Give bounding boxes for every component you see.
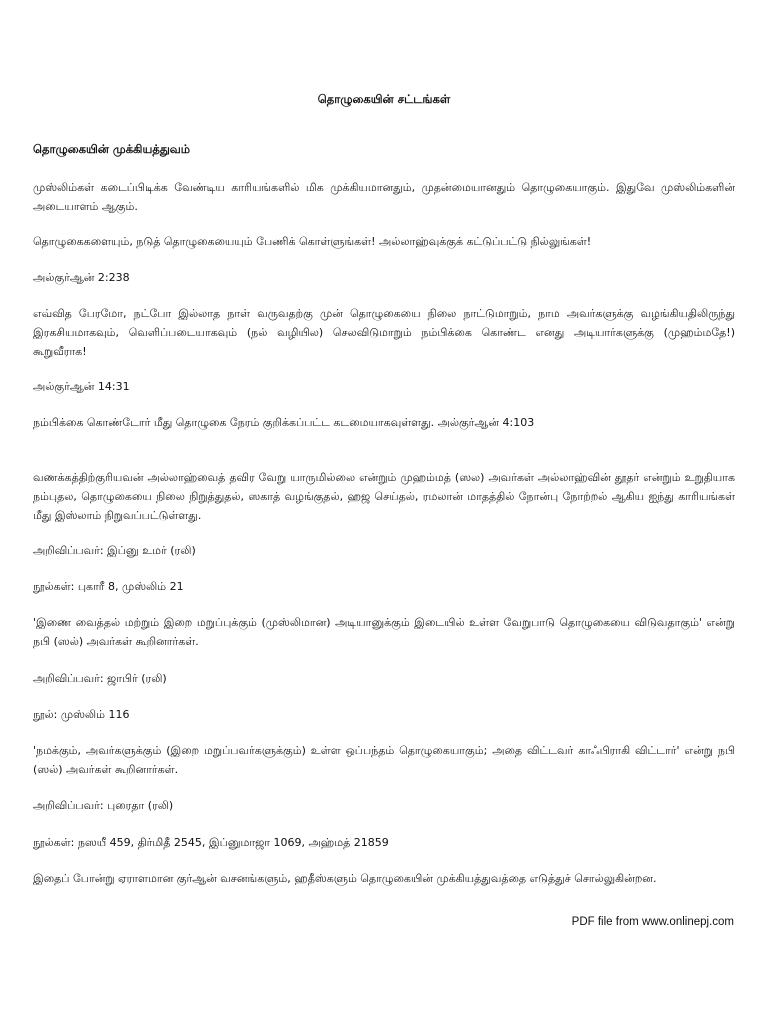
narrator-line-2: அறிவிப்பவர்: ஜாபிர் (ரலி) bbox=[33, 672, 167, 685]
quran-reference: அல்குர்ஆன் 2:238 bbox=[33, 271, 130, 284]
source-line-2: நூல்: முஸ்லிம் 116 bbox=[33, 708, 130, 721]
paragraph-five-pillars: வணக்கத்திற்குரியவன் அல்லாஹ்வைத் தவிர வேறு யாருமில்லை என்றும் முஹம்மத் (ஸல) அவர்கள் அல்லாஹ்வின் தூதர் என்றும் உறுதியாக நம்புதல, தொழுகையை நிலை நிறுத்துதல், ஸகாத் வழங்குதல், ஹஜ செய்தல், ரமலான் மாதத்தில் நோன்பு நோற்றல் ஆகிய ஐந்து காரியங்கள் மீது இஸ்லாம் நிறுவப்பட்டுள்ளது. bbox=[33, 471, 735, 522]
narrator-line-3: அறிவிப்பவர்: புரைதா (ரலி) bbox=[33, 799, 174, 812]
paragraph-prayer-times: நம்பிக்கை கொண்டோர் மீது தொழுகை நேரம் குறிக்கப்பட்ட கடமையாகவுள்ளது. அல்குர்ஆன் 4:103 bbox=[33, 416, 535, 429]
paragraph-quran-verse: தொழுகைகளையும், நடுத் தொழுகையையும் பேணிக் கொள்ளுங்கள்! அல்லாஹ்வுக்குக் கட்டுப்பட்டு நில்லுங்கள்! bbox=[33, 235, 592, 248]
footer-source: PDF file from www.onlinepj.com bbox=[571, 916, 734, 928]
narrator-line: அறிவிப்பவர்: இப்னு உமர் (ரலி) bbox=[33, 544, 196, 557]
paragraph-quran-verse-2: எவ்வித பேரமோ, நட்போ இல்லாத நாள் வருவதற்கு முன் தொழுகையை நிலை நாட்டுமாறும், நாம அவர்களுக்கு வழங்கியதிலிருந்து இரகசியமாகவும், வெளிப்படையாகவும் (நல் வழியில) செலவிடுமாறும் நம்பிக்கை கொண்ட எனது அடியார்களுக்கு (முஹம்மதே!) கூறுவீராக! bbox=[33, 307, 735, 358]
paragraph-conclusion: இதைப் போன்று ஏராளமான குர்ஆன் வசனங்களும், ஹதீஸ்களும் தொழுகையின் முக்கியத்துவத்தை எடுத்துச் சொல்லுகின்றன. bbox=[33, 872, 657, 885]
document-title: தொழுகையின் சட்டங்கள் bbox=[317, 92, 451, 106]
sources-line: நூல்கள்: புகாரீ 8, முஸ்லிம் 21 bbox=[33, 580, 184, 593]
paragraph-hadith-1: 'இணை வைத்தல் மற்றும் இறை மறுப்புக்கும் (முஸ்லிமான) அடியானுக்கும் இடையில் உள்ள வேறுபாடு தொழுகையை விடுவதாகும்' என்று நபி (ஸல்) அவர்கள் கூறினார்கள். bbox=[33, 616, 735, 648]
sources-line-3: நூல்கள்: நஸயீ 459, திர்மிதீ 2545, இப்னுமாஜா 1069, அஹ்மத் 21859 bbox=[33, 836, 389, 849]
quran-reference-2: அல்குர்ஆன் 14:31 bbox=[33, 380, 130, 393]
paragraph-hadith-2: 'நமக்கும், அவர்களுக்கும் (இறை மறுப்பவர்களுக்கும்) உள்ள ஒப்பந்தம் தொழுகையாகும்; அதை விட்டவர் காஃபிராகி விட்டார்' என்று நபி (ஸல்) அவர்கள் கூறினார்கள். bbox=[33, 744, 735, 776]
section-heading: தொழுகையின் முக்கியத்துவம் bbox=[33, 142, 191, 156]
paragraph-importance: முஸ்லிம்கள் கடைப்பிடிக்க வேண்டிய காரியங்களில் மிக முக்கியமானதும், முதன்மையானதும் தொழுகையாகும். இதுவே முஸ்லிம்களின் அடையாளம் ஆகும். bbox=[33, 181, 735, 213]
